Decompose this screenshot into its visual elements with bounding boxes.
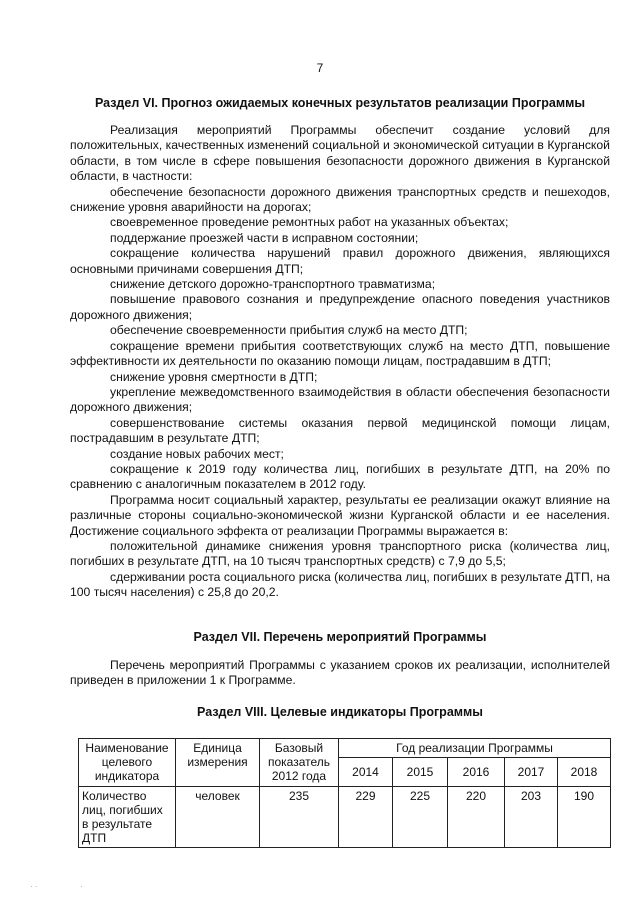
- section-8-title: Раздел VIII. Целевые индикаторы Программы: [197, 705, 483, 719]
- section-6-body: [70, 123, 610, 601]
- result-item: обеспечение безопасности дорожного движения транспортных средств и пешеходов, снижение уровня аварийности на дорогах;: [70, 184, 610, 215]
- table-row: [79, 787, 611, 848]
- section-6-title: Раздел VI. Прогноз ожидаемых конечных результатов реализации Программы: [94, 96, 586, 110]
- indicator-name: Количество лиц, погибших в результате ДТП: [79, 787, 176, 848]
- target-indicators-table: [78, 738, 611, 848]
- result-item: поддержание проезжей части в исправном состоянии;: [110, 230, 419, 245]
- result-item: снижение уровня смертности в ДТП;: [110, 369, 318, 384]
- header-name: Наименование целевого индикатора: [79, 739, 176, 787]
- header-year: 2014: [339, 758, 393, 787]
- indicator-value: 225: [393, 787, 448, 848]
- indicator-base: 235: [260, 787, 339, 848]
- result-item: сокращение к 2019 году количества лиц, погибших в результате ДТП, на 20% по сравнению с аналогичным показателем в 2012 году.: [70, 461, 610, 492]
- indicator-unit: человек: [176, 787, 260, 848]
- header-years-group: Год реализации Программы: [339, 739, 611, 758]
- header-unit: Единица измерения: [176, 739, 260, 787]
- table-header-row: [79, 739, 611, 758]
- indicator-value: 220: [448, 787, 505, 848]
- indicator-value: 203: [505, 787, 558, 848]
- section-7-body: [70, 658, 610, 689]
- scan-artifact: · ·: [30, 882, 38, 891]
- result-item: укрепление межведомственного взаимодействия в области обеспечения безопасности дорожного движения;: [70, 384, 610, 415]
- section-7-text: Перечень мероприятий Программы с указанием сроков их реализации, исполнителей приведен в приложении 1 к Программе.: [70, 658, 610, 688]
- result-item: сокращение времени прибытия соответствующих служб на место ДТП, повышение эффективности их деятельности по оказанию помощи лицам, пострадавшим в ДТП;: [70, 338, 610, 369]
- header-year: 2016: [448, 758, 505, 787]
- result-item: повышение правового сознания и предупреждение опасного поведения участников дорожного движения;: [70, 292, 610, 322]
- result-item: создание новых рабочих мест;: [110, 446, 284, 461]
- social-effect-paragraph: Программа носит социальный характер, результаты ее реализации окажут влияние на различные стороны социально-экономической жизни Курганской области и ее населения. Достижение социального эффекта от реализации Программы выражается в:: [70, 492, 610, 538]
- header-base: Базовый показатель 2012 года: [260, 739, 339, 787]
- scan-artifact: ·: [80, 882, 83, 891]
- result-item: снижение детского дорожно-транспортного травматизма;: [110, 277, 436, 292]
- result-item: своевременное проведение ремонтных работ на указанных объектах;: [110, 215, 509, 230]
- header-year: 2017: [505, 758, 558, 787]
- page-number: 7: [316, 61, 324, 75]
- effect-item: сдерживании роста социального риска (количества лиц, погибших в результате ДТП, на 100 тысяч населения) с 25,8 до 20,2.: [70, 569, 611, 600]
- header-year: 2015: [393, 758, 448, 787]
- section-7-title: Раздел VII. Перечень мероприятий Программы: [193, 630, 487, 644]
- result-item: обеспечение своевременности прибытия служб на место ДТП;: [110, 323, 468, 338]
- section-6-intro: Реализация мероприятий Программы обеспечит создание условий для положительных, качественных изменений социальной и экономической ситуации в Курганской области, в том числе в сфере повышения безопасности дорожного движения в Курганской области, в частности:: [70, 123, 610, 184]
- result-item: совершенствование системы оказания первой медицинской помощи лицам, пострадавшим в результате ДТП;: [70, 415, 610, 446]
- indicator-value: 190: [558, 787, 611, 848]
- result-item: сокращение количества нарушений правил дорожного движения, являющихся основными причинами совершения ДТП;: [70, 246, 610, 276]
- effect-item: положительной динамике снижения уровня транспортного риска (количества лиц, погибших в результате ДТП, на 10 тысяч транспортных средств) с 7,9 до 5,5;: [70, 538, 610, 569]
- indicator-value: 229: [339, 787, 393, 848]
- header-year: 2018: [558, 758, 611, 787]
